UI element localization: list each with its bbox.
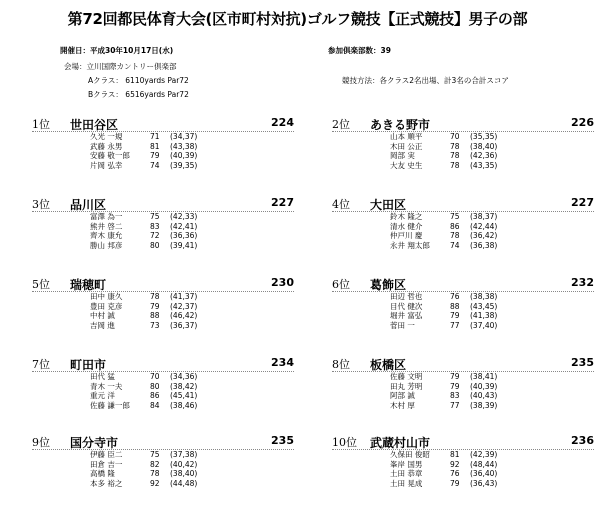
player-score: 75	[450, 212, 460, 221]
player-row	[90, 391, 220, 401]
player-split: (38,41)	[470, 372, 498, 381]
player-row	[390, 311, 520, 321]
team-total: 226	[571, 116, 594, 129]
player-split: (44,48)	[170, 478, 198, 488]
player-list	[390, 292, 520, 330]
player-name: 吉岡 進	[90, 320, 115, 330]
player-split: (42,36)	[470, 151, 498, 161]
team-result	[32, 196, 294, 272]
player-score: 86	[150, 391, 160, 401]
player-row	[90, 132, 220, 142]
player-score: 82	[150, 459, 160, 469]
event-date: 開催日：平成30年10月17日(水)	[60, 46, 174, 55]
player-row	[90, 151, 220, 161]
team-result	[332, 434, 594, 510]
player-score: 79	[150, 301, 160, 311]
player-name: 堀井 富弘	[390, 311, 423, 321]
player-score: 83	[450, 391, 460, 401]
player-name: 佐藤 謙一郎	[90, 400, 130, 410]
player-row	[90, 450, 220, 460]
player-name: 久保田 俊昭	[390, 450, 430, 459]
player-name: 永井 翔太郎	[390, 240, 430, 250]
team-name: 瑞穂町	[70, 278, 107, 292]
player-score: 75	[150, 450, 160, 459]
player-row	[90, 292, 220, 302]
player-score: 78	[450, 141, 460, 151]
team-result	[332, 196, 594, 272]
player-score: 79	[450, 372, 460, 381]
player-split: (36,40)	[470, 469, 498, 479]
team-total: 234	[271, 356, 294, 369]
player-list	[90, 212, 220, 250]
team-name: 大田区	[370, 198, 407, 212]
class-b-info: Bクラス： 6516yards Par72	[88, 90, 189, 99]
class-a-info: Aクラス： 6110yards Par72	[88, 76, 189, 85]
player-split: (36,38)	[470, 240, 498, 250]
player-name: 中村 誠	[90, 311, 115, 321]
player-split: (37,38)	[170, 450, 198, 459]
player-name: 高橋 隆	[90, 469, 115, 479]
player-name: 阿部 誠	[390, 391, 415, 401]
player-split: (41,37)	[170, 292, 198, 301]
team-total: 224	[271, 116, 294, 129]
player-split: (43,35)	[470, 160, 498, 170]
player-name: 富澤 為一	[90, 212, 123, 221]
player-row	[390, 151, 520, 161]
player-name: 青木 一夫	[90, 381, 123, 391]
player-split: (38,46)	[170, 400, 198, 410]
player-split: (38,39)	[470, 400, 498, 410]
team-result	[32, 356, 294, 432]
player-name: 久光 一規	[90, 132, 123, 141]
player-row	[390, 382, 520, 392]
player-split: (36,43)	[470, 478, 498, 488]
player-name: 土田 恭章	[390, 469, 423, 479]
team-total: 235	[571, 356, 594, 369]
player-score: 76	[450, 469, 460, 479]
player-score: 78	[450, 160, 460, 170]
player-name: 大友 史生	[390, 160, 423, 170]
player-name: 木村 厚	[390, 400, 415, 410]
player-row	[390, 142, 520, 152]
player-split: (42,33)	[170, 212, 198, 221]
player-score: 88	[150, 311, 160, 321]
player-score: 71	[150, 132, 160, 141]
player-name: 武藤 永男	[90, 141, 123, 151]
player-score: 80	[150, 381, 160, 391]
player-name: 齊木 康允	[90, 231, 123, 241]
player-name: 岡部 実	[390, 151, 415, 161]
player-list	[90, 450, 220, 488]
player-row	[90, 231, 220, 241]
player-score: 78	[450, 151, 460, 161]
team-rank: 8位	[332, 358, 350, 371]
player-row	[390, 241, 520, 251]
player-score: 79	[450, 381, 460, 391]
player-score: 79	[450, 311, 460, 321]
player-row	[90, 382, 220, 392]
player-name: 土田 晃成	[390, 478, 423, 488]
player-split: (40,39)	[470, 381, 498, 391]
player-name: 田倉 吉一	[90, 459, 123, 469]
player-score: 73	[150, 320, 160, 330]
player-score: 83	[150, 221, 160, 231]
player-row	[390, 401, 520, 411]
team-result	[332, 116, 594, 192]
player-name: 伊藤 臣二	[90, 450, 123, 459]
player-name: 本多 裕之	[90, 478, 123, 488]
player-row	[390, 212, 520, 222]
player-split: (40,39)	[170, 151, 198, 161]
player-row	[390, 460, 520, 470]
player-name: 仲戸川 慶	[390, 231, 423, 241]
team-rank: 7位	[32, 358, 50, 371]
player-row	[90, 469, 220, 479]
team-name: 世田谷区	[70, 118, 119, 132]
player-name: 目代 健次	[390, 301, 423, 311]
player-score: 72	[150, 231, 160, 241]
player-name: 田辺 哲也	[390, 292, 423, 301]
player-score: 75	[150, 212, 160, 221]
player-split: (37,40)	[470, 320, 498, 330]
player-name: 佐藤 文明	[390, 372, 423, 381]
participating-clubs: 参加倶楽部数：39	[328, 46, 391, 55]
player-split: (40,43)	[470, 391, 498, 401]
player-score: 78	[150, 292, 160, 301]
team-name: 葛飾区	[370, 278, 407, 292]
team-result	[32, 116, 294, 192]
player-name: 田丸 芳明	[390, 381, 423, 391]
team-name: 品川区	[70, 198, 107, 212]
player-score: 92	[150, 478, 160, 488]
player-row	[390, 161, 520, 171]
player-row	[90, 460, 220, 470]
player-name: 片岡 弘幸	[90, 160, 123, 170]
team-name: 町田市	[70, 358, 107, 372]
team-total: 232	[571, 276, 594, 289]
player-row	[90, 302, 220, 312]
team-total: 227	[571, 196, 594, 209]
page-title: 第72回都民体育大会(区市町村対抗)ゴルフ競技【正式競技】男子の部	[67, 10, 528, 28]
player-split: (34,36)	[170, 372, 198, 381]
player-split: (38,40)	[170, 469, 198, 479]
player-split: (46,42)	[170, 311, 198, 321]
player-split: (36,42)	[470, 231, 498, 241]
player-row	[390, 450, 520, 460]
player-score: 88	[450, 301, 460, 311]
player-name: 田代 猛	[90, 372, 115, 381]
player-row	[390, 321, 520, 331]
player-name: 鈴木 隆之	[390, 212, 423, 221]
player-split: (35,35)	[470, 132, 498, 141]
player-split: (43,45)	[470, 301, 498, 311]
competition-method: 競技方法：各クラス2名出場、計3名の合計スコア	[342, 76, 509, 85]
player-row	[390, 222, 520, 232]
player-row	[390, 292, 520, 302]
player-row	[90, 142, 220, 152]
player-split: (48,44)	[470, 459, 498, 469]
player-split: (42,44)	[470, 221, 498, 231]
player-split: (42,37)	[170, 301, 198, 311]
player-row	[390, 231, 520, 241]
player-row	[90, 161, 220, 171]
player-row	[90, 401, 220, 411]
player-row	[90, 212, 220, 222]
team-name: あきる野市	[370, 118, 431, 132]
team-total: 227	[271, 196, 294, 209]
team-rank: 6位	[332, 278, 350, 291]
player-split: (39,41)	[170, 240, 198, 250]
player-name: 田中 康久	[90, 292, 123, 301]
player-row	[90, 321, 220, 331]
player-split: (42,41)	[170, 221, 198, 231]
player-score: 78	[450, 231, 460, 241]
player-score: 70	[150, 372, 160, 381]
player-score: 77	[450, 400, 460, 410]
player-score: 81	[450, 450, 460, 459]
player-list	[390, 450, 520, 488]
player-row	[90, 222, 220, 232]
player-split: (45,41)	[170, 391, 198, 401]
player-name: 熊井 啓二	[90, 221, 123, 231]
player-split: (38,38)	[470, 292, 498, 301]
player-list	[390, 212, 520, 250]
player-split: (38,37)	[470, 212, 498, 221]
player-score: 77	[450, 320, 460, 330]
player-name: 木田 公正	[390, 141, 423, 151]
player-row	[390, 479, 520, 489]
player-score: 76	[450, 292, 460, 301]
player-split: (42,39)	[470, 450, 498, 459]
team-rank: 4位	[332, 198, 350, 211]
team-rank: 9位	[32, 436, 50, 449]
player-score: 81	[150, 141, 160, 151]
player-row	[90, 311, 220, 321]
player-score: 92	[450, 459, 460, 469]
team-result	[332, 276, 594, 352]
player-split: (39,35)	[170, 160, 198, 170]
player-name: 安藤 敬一郎	[90, 151, 130, 161]
player-name: 菅田 一	[390, 320, 415, 330]
player-row	[90, 479, 220, 489]
team-total: 235	[271, 434, 294, 447]
player-list	[90, 292, 220, 330]
team-rank: 2位	[332, 118, 350, 131]
player-row	[90, 372, 220, 382]
team-name: 国分寺市	[70, 436, 119, 450]
player-score: 79	[450, 478, 460, 488]
player-split: (36,36)	[170, 231, 198, 241]
team-result	[32, 276, 294, 352]
player-split: (36,37)	[170, 320, 198, 330]
player-name: 重元 洋	[90, 391, 115, 401]
player-list	[390, 372, 520, 410]
player-split: (34,37)	[170, 132, 198, 141]
team-result	[332, 356, 594, 432]
team-result	[32, 434, 294, 510]
player-list	[90, 132, 220, 170]
player-list	[90, 372, 220, 410]
player-score: 74	[450, 240, 460, 250]
player-score: 84	[150, 400, 160, 410]
player-list	[390, 132, 520, 170]
player-score: 86	[450, 221, 460, 231]
player-score: 78	[150, 469, 160, 479]
player-score: 74	[150, 160, 160, 170]
player-split: (40,42)	[170, 459, 198, 469]
player-score: 79	[150, 151, 160, 161]
player-row	[90, 241, 220, 251]
team-name: 武蔵村山市	[370, 436, 431, 450]
team-name: 板橋区	[370, 358, 407, 372]
player-name: 勝山 邦彦	[90, 240, 123, 250]
player-row	[390, 132, 520, 142]
player-row	[390, 302, 520, 312]
player-name: 清水 健介	[390, 221, 423, 231]
player-score: 70	[450, 132, 460, 141]
team-total: 236	[571, 434, 594, 447]
player-name: 豊田 克彦	[90, 301, 123, 311]
player-row	[390, 391, 520, 401]
player-row	[390, 372, 520, 382]
player-name: 峯岸 国男	[390, 459, 423, 469]
team-rank: 10位	[332, 436, 357, 449]
team-rank: 5位	[32, 278, 50, 291]
venue: 会場：立川国際カントリー倶楽部	[64, 62, 177, 71]
player-score: 80	[150, 240, 160, 250]
team-rank: 1位	[32, 118, 50, 131]
team-rank: 3位	[32, 198, 50, 211]
team-total: 230	[271, 276, 294, 289]
player-split: (41,38)	[470, 311, 498, 321]
player-split: (38,40)	[470, 141, 498, 151]
player-row	[390, 469, 520, 479]
player-split: (38,42)	[170, 381, 198, 391]
player-name: 山本 順平	[390, 132, 423, 141]
player-split: (43,38)	[170, 141, 198, 151]
